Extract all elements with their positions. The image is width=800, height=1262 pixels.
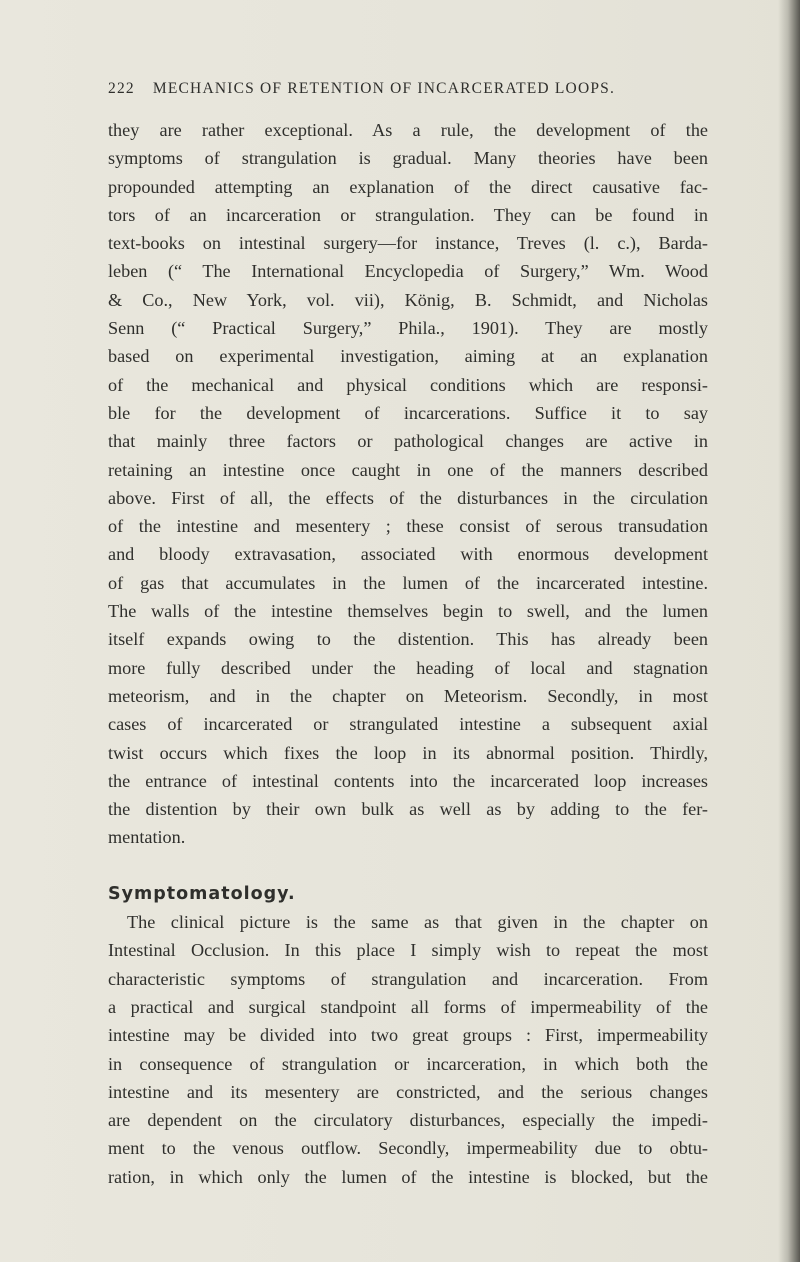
- text-line: the distention by their own bulk as well as by adding to the fer-: [108, 799, 708, 820]
- text-line: twist occurs which fixes the loop in its abnormal position. Thirdly,: [108, 742, 708, 763]
- text-line: of gas that accumulates in the lumen of the incarcerated intestine.: [108, 572, 708, 593]
- paragraph: [108, 116, 708, 852]
- text-line: and bloody extravasation, associated with enormous development: [108, 544, 708, 565]
- text-line: tors of an incarceration or strangulation. They can be found in: [108, 204, 708, 225]
- paragraph: [108, 908, 708, 1191]
- text-line: that mainly three factors or pathological changes are active in: [108, 431, 708, 452]
- text-line: above. First of all, the effects of the disturbances in the circulation: [108, 487, 708, 508]
- text-line: more fully described under the heading of local and stagnation: [108, 657, 708, 678]
- text-line: The clinical picture is the same as that given in the chapter on: [127, 912, 708, 933]
- text-line: intestine and its mesentery are constricted, and the serious changes: [108, 1081, 708, 1102]
- text-line: ration, in which only the lumen of the intestine is blocked, but the: [108, 1166, 708, 1187]
- text-line: ble for the development of incarcerations. Suffice it to say: [108, 402, 708, 423]
- text-line: Senn (“ Practical Surgery,” Phila., 1901). They are mostly: [108, 318, 708, 339]
- text-line: leben (“ The International Encyclopedia of Surgery,” Wm. Wood: [108, 261, 708, 282]
- section-heading: Symptomatology.: [108, 883, 296, 904]
- text-line: they are rather exceptional. As a rule, the development of the: [108, 120, 708, 140]
- text-line: based on experimental investigation, aiming at an explanation: [108, 346, 708, 367]
- text-line: text-books on intestinal surgery—for instance, Treves (l. c.), Barda-: [108, 233, 708, 254]
- text-line: of the intestine and mesentery ; these consist of serous transudation: [108, 516, 708, 537]
- page-number: 222: [108, 80, 135, 97]
- text-line: Intestinal Occlusion. In this place I simply wish to repeat the most: [108, 940, 708, 961]
- text-line: The walls of the intestine themselves begin to swell, and the lumen: [108, 601, 708, 622]
- text-line: cases of incarcerated or strangulated intestine a subsequent axial: [108, 714, 708, 735]
- text-line: a practical and surgical standpoint all forms of impermeability of the: [108, 996, 708, 1017]
- text-line: itself expands owing to the distention. This has already been: [108, 629, 708, 650]
- text-line: propounded attempting an explanation of the direct causative fac-: [108, 176, 708, 197]
- text-line: ment to the venous outflow. Secondly, impermeability due to obtu-: [108, 1138, 708, 1159]
- text-line: in consequence of strangulation or incarceration, in which both the: [108, 1053, 708, 1074]
- text-line: symptoms of strangulation is gradual. Many theories have been: [108, 148, 708, 169]
- text-line: & Co., New York, vol. vii), König, B. Schmidt, and Nicholas: [108, 289, 708, 310]
- text-line: are dependent on the circulatory disturbances, especially the impedi-: [108, 1110, 708, 1131]
- running-header: [108, 80, 708, 106]
- text-line: of the mechanical and physical conditions which are responsi-: [108, 374, 708, 395]
- text-line: meteorism, and in the chapter on Meteorism. Secondly, in most: [108, 685, 708, 706]
- text-line: the entrance of intestinal contents into the incarcerated loop increases: [108, 770, 708, 791]
- text-line: mentation.: [108, 827, 186, 848]
- running-title: MECHANICS OF RETENTION OF INCARCERATED LOOPS.: [152, 80, 616, 97]
- text-line: intestine may be divided into two great groups : First, impermeability: [108, 1025, 708, 1046]
- page-edge-shadow: [778, 0, 800, 1262]
- text-line: characteristic symptoms of strangulation and incarceration. From: [108, 968, 708, 989]
- text-line: retaining an intestine once caught in one of the manners described: [108, 459, 708, 480]
- body-text: [108, 116, 708, 1191]
